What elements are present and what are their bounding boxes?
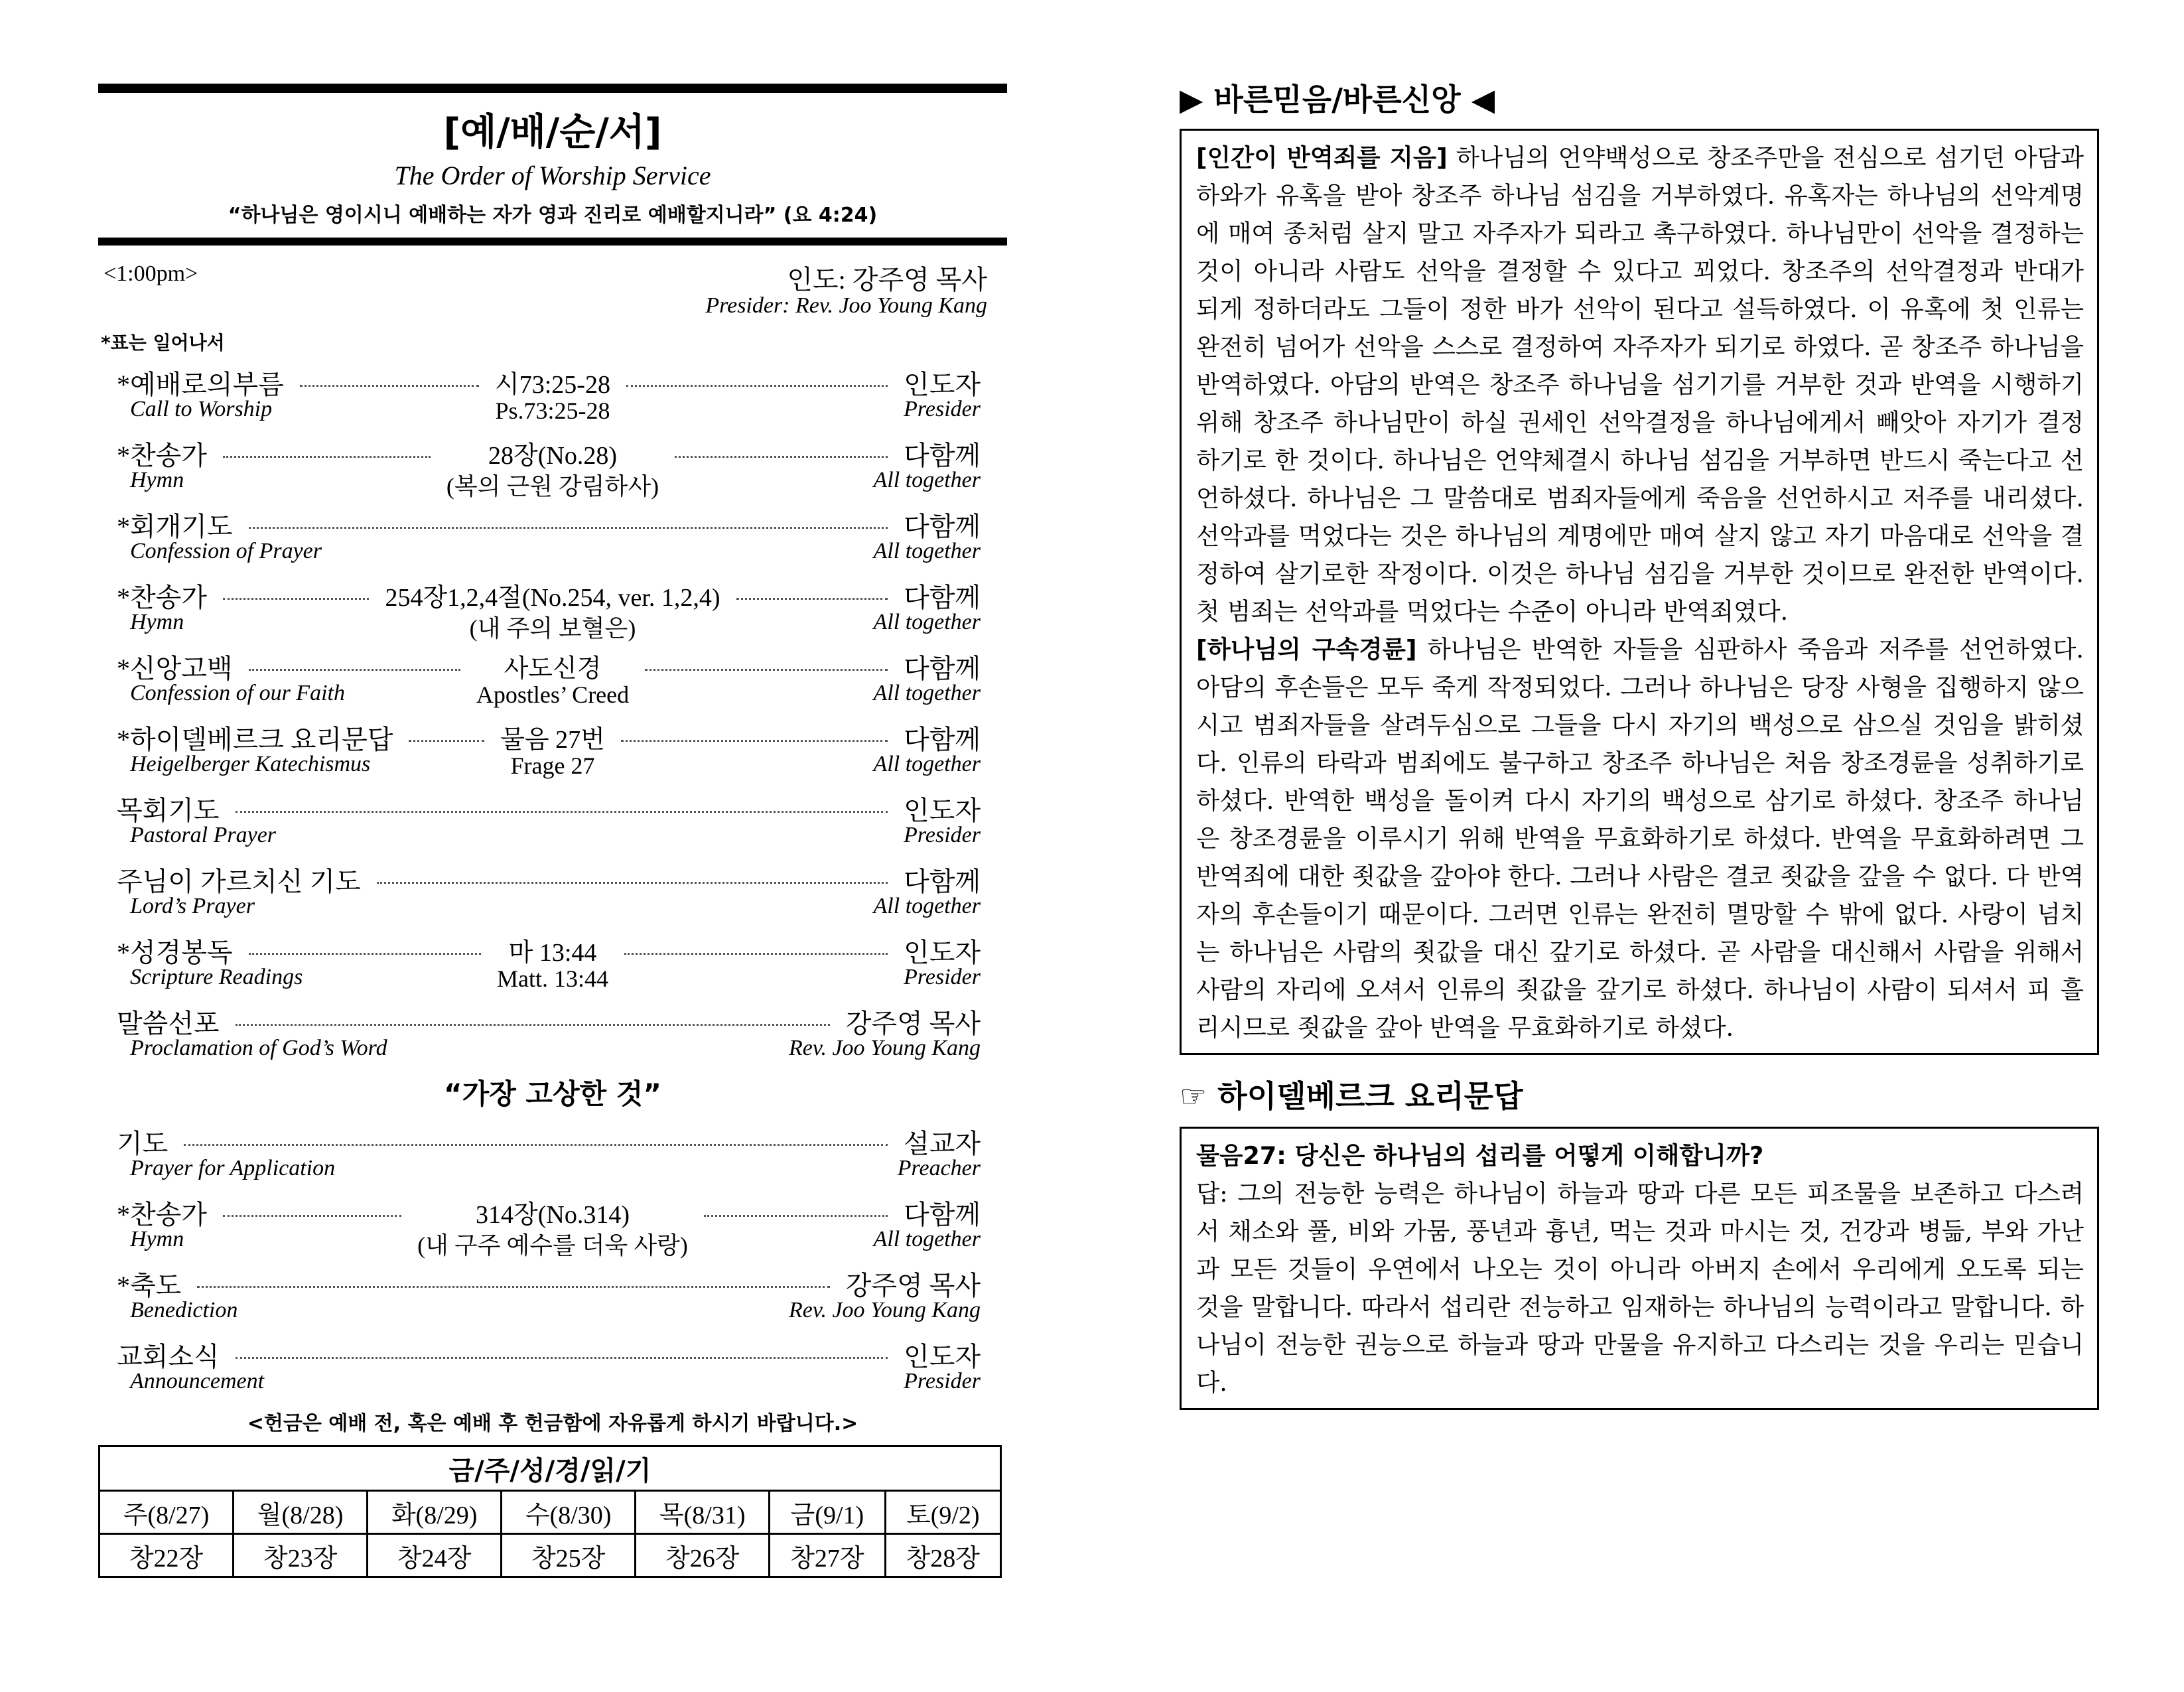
leader-dots xyxy=(223,1215,401,1217)
paragraph-2-heading: [하나님의 구속경륜] xyxy=(1196,635,1417,664)
presider-en: Presider: Rev. Joo Young Kang xyxy=(705,293,987,318)
faith-article-box xyxy=(1180,129,2099,1055)
order-item xyxy=(98,502,1007,573)
item-leader: 강주영 목사 xyxy=(845,1271,981,1301)
reading-chapter: 창26장 xyxy=(636,1534,770,1577)
standing-note: *표는 일어나서 xyxy=(101,332,225,354)
item-title-ko: 주님이 가르치신 기도 xyxy=(117,867,361,896)
leader-dots xyxy=(184,1144,888,1146)
item-leader-en: All together xyxy=(873,752,981,776)
order-item xyxy=(98,360,1007,431)
item-detail: 물음 27번 xyxy=(500,726,605,754)
order-item xyxy=(98,431,1007,502)
item-title-en: Hymn xyxy=(130,468,184,492)
reading-chapter: 창23장 xyxy=(234,1534,368,1577)
item-detail-sub: (내 구주 예수를 더욱 사랑) xyxy=(417,1232,688,1259)
reading-day: 주(8/27) xyxy=(100,1491,234,1534)
chapters-row xyxy=(100,1534,1001,1577)
leader-dots xyxy=(624,953,888,955)
leader-dots xyxy=(223,456,431,458)
item-leader: 인도자 xyxy=(904,938,981,967)
item-title-en: Hymn xyxy=(130,1227,184,1251)
faith-paragraph-2 xyxy=(1196,630,2084,1046)
order-item xyxy=(98,1190,1007,1261)
reading-chapter: 창25장 xyxy=(502,1534,636,1577)
leader-dots xyxy=(249,953,481,955)
item-detail-sub: Apostles’ Creed xyxy=(476,681,630,708)
item-title-ko: *축도 xyxy=(117,1271,182,1301)
paragraph-2-body: 하나님은 반역한 자들을 심판하사 죽음과 저주를 선언하였다. 아담의 후손들은 모두 죽게 작정되었다. 그러나 하나님은 당장 사형을 집행하지 않으시고 범죄자들을 살려두심으로 그들을 다시 자기의 백성으로 삼으실 것임을 밝히셨다. 인류의 타락과 범죄에도 불구하고 창조주 하나님은 처음 창조경륜을 성취하기로 하셨다. 반역한 백성을 돌이켜 다시 자기의 백성으로 삼기로 하셨다. 창조주 하나님은 창조경륜을 이루시기 위해 반역을 무효화하기로 하셨다. 반역을 무효화하려면 그 반역죄에 대한 죗값을 갚아야 한다. 그러나 사람은 결코 죗값을 갚을 수 없다. 다 반역자의 후손들이기 때문이다. 그러면 인류는 완전히 멸망할 수 밖에 없다. 사랑이 넘치는 하나님은 사람의 죗값을 대신 갚기로 하셨다. 곧 사람을 대신해서 사람을 위해서 사람의 자리에 오셔서 인류의 죗값을 갚기로 하셨다. 하나님이 사람이 되셔서 피 흘리시므로 죗값을 갚아 반역을 무효화하기로 하셨다. xyxy=(1196,635,2084,1042)
item-title-ko: *신앙고백 xyxy=(117,654,233,683)
item-detail-sub: Matt. 13:44 xyxy=(497,965,608,992)
reading-day: 목(8/31) xyxy=(636,1491,770,1534)
leader-dots xyxy=(736,598,888,600)
paragraph-1-body: 하나님의 언약백성으로 창조주만을 전심으로 섬기던 아담과 하와가 유혹을 받아 창조주 하나님 섬김을 거부하였다. 유혹자는 하나님의 선악계명에 매여 종처럼 살지 말고 자주자가 되라고 촉구하였다. 하나님만이 선악을 결정하는 것이 아니라 사람도 선악을 결정할 수 있다고 꾀었다. 창조주의 선악결정과 반대가 되게 정하더라도 그들이 정한 바가 선악이 된다고 설득하였다. 이 유혹에 첫 인류는 완전히 넘어가 선악을 스스로 결정하여 자주자가 되기로 하였다. 곧 창조주 하나님을 반역하였다. 아담의 반역은 창조주 하나님을 섬기기를 거부한 것과 반역을 시행하기 위해 창조주 하나님만이 하실 권세인 선악결정을 하나님에게서 빼앗아 자기가 결정하기로 한 것이다. 하나님은 언약체결시 하나님 섬김을 거부하면 반드시 죽는다고 선언하셨다. 하나님은 그 말씀대로 범죄자들에게 죽음을 선언하시고 저주를 내리셨다. 선악과를 먹었다는 것은 하나님의 계명에만 매여 살지 않고 자기 마음대로 선악을 결정하여 살기로한 작정이다. 이것은 하나님 섬김을 거부한 것이므로 완전한 반역이다. 첫 범죄는 선악과를 먹었다는 수준이 아니라 반역죄였다. xyxy=(1196,143,2084,626)
question-text: 물음27: 당신은 하나님의 섭리를 어떻게 이해합니까? xyxy=(1196,1141,1764,1170)
item-title-en: Lord’s Prayer xyxy=(130,894,255,918)
service-time: <1:00pm> xyxy=(103,261,198,286)
leader-dots xyxy=(236,1357,888,1359)
paragraph-1-heading: [인간이 반역죄를 지음] xyxy=(1196,143,1448,172)
order-item xyxy=(98,715,1007,786)
reading-day: 수(8/30) xyxy=(502,1491,636,1534)
item-leader: 인도자 xyxy=(904,796,981,825)
order-list xyxy=(98,360,1007,1070)
item-leader: 다함께 xyxy=(904,1200,981,1230)
item-leader-en: All together xyxy=(873,539,981,563)
item-leader: 다함께 xyxy=(904,654,981,683)
item-title-ko: *찬송가 xyxy=(117,441,207,470)
item-leader: 다함께 xyxy=(904,583,981,612)
offering-note: <헌금은 예배 전, 혹은 예배 후 헌금함에 자유롭게 하시기 바랍니다.> xyxy=(247,1412,858,1435)
order-item xyxy=(98,999,1007,1070)
top-rule xyxy=(98,84,1007,93)
faith-panel xyxy=(1180,73,2102,1410)
item-detail: 사도신경 xyxy=(504,655,602,683)
leader-dots xyxy=(223,598,369,600)
item-leader-en: Presider xyxy=(904,965,981,989)
reading-day: 토(9/2) xyxy=(885,1491,1000,1534)
leader-dots xyxy=(197,1286,830,1288)
item-leader-en: All together xyxy=(873,610,981,634)
item-leader: 다함께 xyxy=(904,867,981,896)
bible-reading-table xyxy=(98,1445,1002,1578)
heidelberg-heading: ☞ 하이델베르크 요리문답 xyxy=(1180,1078,1523,1114)
item-title-ko: *예배로의부름 xyxy=(117,370,284,399)
faith-heading: ▶ 바른믿음/바른신앙 ◀ xyxy=(1180,82,1495,117)
service-time-row xyxy=(98,259,1007,324)
item-leader-en: All together xyxy=(873,1227,981,1251)
item-title-ko: *찬송가 xyxy=(117,583,207,612)
reading-chapter: 창28장 xyxy=(885,1534,1000,1577)
order-item xyxy=(98,786,1007,857)
item-title-en: Scripture Readings xyxy=(130,965,303,989)
item-title-ko: 목회기도 xyxy=(117,796,220,825)
item-leader-en: Preacher xyxy=(897,1156,981,1180)
leader-dots xyxy=(621,740,888,742)
item-detail: 254장1,2,4절(No.254, ver. 1,2,4) xyxy=(385,584,720,612)
leader-dots xyxy=(645,669,888,671)
item-title-en: Heigelberger Katechismus xyxy=(130,752,371,776)
reading-chapter: 창22장 xyxy=(100,1534,234,1577)
item-leader: 다함께 xyxy=(904,441,981,470)
leader-dots xyxy=(300,385,479,387)
reading-chapter: 창27장 xyxy=(770,1534,885,1577)
item-detail-sub: Ps.73:25-28 xyxy=(495,397,610,424)
item-detail: 시73:25-28 xyxy=(495,371,610,399)
reading-day: 월(8/28) xyxy=(234,1491,368,1534)
reading-day: 금(9/1) xyxy=(770,1491,885,1534)
order-item xyxy=(98,1119,1007,1190)
catechism-question xyxy=(1196,1137,2084,1174)
order-item xyxy=(98,1332,1007,1403)
item-detail: 마 13:44 xyxy=(508,939,597,967)
reading-chapter: 창24장 xyxy=(368,1534,502,1577)
leader-dots xyxy=(249,527,888,529)
item-title-en: Proclamation of God’s Word xyxy=(130,1036,387,1060)
item-leader: 설교자 xyxy=(904,1129,981,1159)
item-title-en: Confession of Prayer xyxy=(130,539,322,563)
item-title-ko: 말씀선포 xyxy=(117,1009,220,1038)
leader-dots xyxy=(236,1024,830,1026)
item-leader-en: All together xyxy=(873,681,981,705)
leader-dots xyxy=(249,669,460,671)
order-item xyxy=(98,1261,1007,1332)
order-item xyxy=(98,928,1007,999)
item-title-en: Hymn xyxy=(130,610,184,634)
item-leader-en: Presider xyxy=(904,397,981,421)
item-title-ko: *찬송가 xyxy=(117,1200,207,1230)
bible-reading-title: 금/주/성/경/읽/기 xyxy=(100,1446,1001,1491)
item-detail-sub: (내 주의 보혈은) xyxy=(469,615,636,642)
item-leader-en: All together xyxy=(873,894,981,918)
days-row xyxy=(100,1491,1001,1534)
catechism-box xyxy=(1180,1127,2099,1410)
item-title-en: Confession of our Faith xyxy=(130,681,345,705)
item-leader-en: All together xyxy=(873,468,981,492)
item-leader-en: Presider xyxy=(904,1369,981,1393)
leader-dots xyxy=(675,456,888,458)
leader-dots xyxy=(377,882,888,884)
item-leader-en: Presider xyxy=(904,823,981,847)
order-item xyxy=(98,573,1007,644)
order-item xyxy=(98,857,1007,928)
item-detail: 314장(No.314) xyxy=(476,1201,630,1229)
item-title-ko: *하이델베르크 요리문답 xyxy=(117,725,393,754)
order-item xyxy=(98,644,1007,715)
item-title-ko: *성경봉독 xyxy=(117,938,233,967)
header-rule xyxy=(98,238,1007,246)
item-title-ko: *회개기도 xyxy=(117,512,233,541)
item-leader: 인도자 xyxy=(904,1342,981,1372)
leader-dots xyxy=(704,1215,888,1217)
faith-paragraph-1 xyxy=(1196,139,2084,630)
page-title: [예/배/순/서] xyxy=(443,111,662,154)
item-leader: 강주영 목사 xyxy=(845,1009,981,1038)
item-title-en: Pastoral Prayer xyxy=(130,823,277,847)
order-list-after-sermon xyxy=(98,1119,1007,1403)
item-title-ko: 기도 xyxy=(117,1129,169,1159)
item-leader: 다함께 xyxy=(904,725,981,754)
item-title-en: Benediction xyxy=(130,1298,238,1322)
item-detail-sub: (복의 근원 강림하사) xyxy=(446,473,659,500)
reading-day: 화(8/29) xyxy=(368,1491,502,1534)
item-leader-en: Rev. Joo Young Kang xyxy=(789,1036,981,1060)
item-leader-en: Rev. Joo Young Kang xyxy=(789,1298,981,1322)
presider-ko: 인도: 강주영 목사 xyxy=(787,265,987,295)
item-leader: 인도자 xyxy=(904,370,981,399)
sermon-title: “가장 고상한 것” xyxy=(444,1078,661,1110)
item-detail-sub: Frage 27 xyxy=(510,752,595,779)
leader-dots xyxy=(236,811,888,813)
item-title-en: Call to Worship xyxy=(130,397,273,421)
item-leader: 다함께 xyxy=(904,512,981,541)
item-title-en: Announcement xyxy=(130,1369,265,1393)
leader-dots xyxy=(409,740,484,742)
worship-order-panel xyxy=(98,84,1007,1610)
item-detail: 28장(No.28) xyxy=(488,442,617,470)
page-subtitle: The Order of Worship Service xyxy=(394,161,711,190)
leader-dots xyxy=(626,385,888,387)
catechism-answer: 답: 그의 전능한 능력은 하나님이 하늘과 땅과 다른 모든 피조물을 보존하고 다스려서 채소와 풀, 비와 가뭄, 풍년과 흉년, 먹는 것과 마시는 것, 건강과 병듦, 부와 가난과 모든 것들이 우연에서 나오는 것이 아니라 아버지 손에서 우리에게 오도록 되는 것을 말합니다. 따라서 섭리란 전능하고 임재하는 하나님의 능력이라고 말합니다. 하나님이 전능한 권능으로 하늘과 땅과 만물을 유지하고 다스리는 것을 우리는 믿습니다. xyxy=(1196,1179,2084,1397)
scripture-verse: “하나님은 영이시니 예배하는 자가 영과 진리로 예배할지니라” (요 4:24) xyxy=(228,204,878,227)
item-title-ko: 교회소식 xyxy=(117,1342,220,1372)
item-title-en: Prayer for Application xyxy=(130,1156,336,1180)
